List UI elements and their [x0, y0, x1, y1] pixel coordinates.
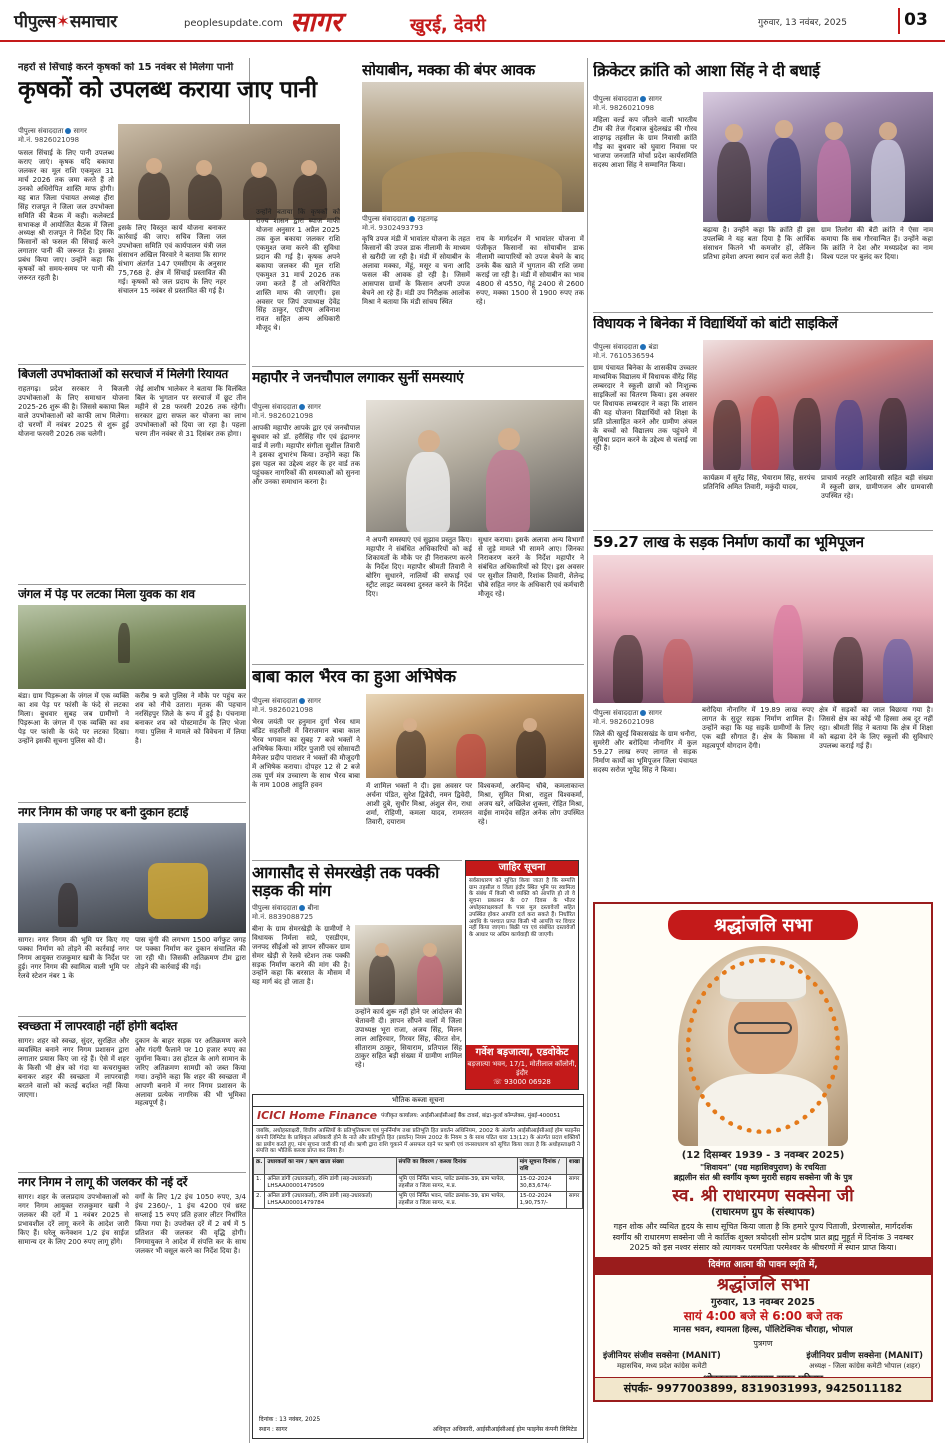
issue-date: गुरुवार, 13 नवंबर, 2025 — [758, 18, 847, 28]
story-headline: सोयाबीन, मक्का की बंपर आवक — [362, 62, 535, 79]
irrigation-col2: इसके लिए विस्तृत कार्य योजना बनाकर कार्रवाई की जाए। सचिव जिला जल उपभोक्ता समिति एवं कार्यपालन यंत्री जल संसाधन अखिल विरवारे ने बताया कि सागर संभाग अंतर्गत 147 एमसीएम के अनुसार 75,768 हे. क्षेत्र में सिंचाई प्रस्तावित की गई। कृषकों को जल प्रदाय के लिए नहर संचालन 15 नवंबर से प्रस्तावित की गई है। — [118, 224, 226, 295]
story-headline: नगर निगम ने लागू की जलकर की नई दरें — [18, 1176, 187, 1189]
story-electricity — [18, 368, 246, 582]
reporter-mobile: मो.नं. 9826021098 — [252, 411, 314, 420]
reporter-mobile: मो.नं. 9826021098 — [593, 103, 655, 112]
story-forest — [18, 588, 246, 800]
irrigation-col3: उन्होंने बताया कि कृषकों को राज्य शासन द्वारा ब्याज माफी योजना अनुसार 1 अप्रैल 2025 तक कुल बकाया जलकर राशि एकमुश्त जमा करने की सुविधा प्रदान की गई है। कृषक अपने बकाया जलकर की मूल राशि एकमुश्त 31 मार्च 2026 तक जमा करते हैं तो अधिरोपित शास्ति माफ की जाएगी। इस अवसर पर जिपं उपाध्यक्ष देवेंद्र सिंह ठाकुर, एडीएम अविनाश रावत सहित अन्य अधिकारी मौजूद थे। — [256, 208, 340, 333]
bhairav-col1 — [252, 694, 360, 858]
notice-text: सर्वसाधारण को सूचित किया जाता है कि सम्पत्ति ग्राम तहसील व जिला इंदौर स्थित भूमि पर स्वामित्व के संबंध में किसी भी व्यक्ति को आपत्ति हो तो वे सूचना प्रकाशन के 07 दिवस के भीतर अधोहस्ताक्षरकर्ता के पास मूल दस्तावेजों सहित उपस्थित होकर आपत्ति दर्ज करा सकते हैं। निर्धारित अवधि के पश्चात प्राप्त किसी भी आपत्ति पर विचार नहीं किया जाएगा। बिक्री पत्र एवं संबंधित दस्तावेजों के आधार पर अग्रिम कार्यवाही की जाएगी। — [469, 877, 575, 939]
ad-line: "शिवायन" (पद्य महाशिवपुराण) के रचयिता — [699, 1162, 827, 1172]
cycles-col1 — [593, 340, 697, 528]
story-roads — [593, 534, 933, 896]
story-headline: जंगल में पेड़ पर लटका मिला युवक का शव — [18, 588, 195, 601]
forest-photo — [18, 605, 246, 689]
divider — [18, 364, 246, 365]
icici-logo: ICICI Home Finance — [257, 1108, 378, 1122]
ad-body: गहन शोक और व्यथित हृदय के साथ सूचित किया जाता है कि हमारे पूज्य पिताजी, प्रेरणास्रोत, मार्गदर्शक स्वर्गीय श्री राधारमण सक्सेना जी ने कार्तिक शुक्ल त्रयोदशी सोम प्रदोष प्रात ब्रह्म मुहूर्त में दिनांक 3 नवम्बर 2025 को इस नश्वर संसार को त्यागकर परमपिता परमेश्वर के श्रीचरणों में स्थान प्राप्त किया। — [612, 1222, 914, 1252]
ad-strip: दिवंगत आत्मा की पावन स्मृति में, — [595, 1257, 931, 1275]
cycle-distribution-photo — [703, 340, 933, 470]
demolition-photo — [18, 823, 246, 933]
page-number: 03 — [898, 8, 932, 34]
divider — [252, 366, 584, 367]
story-watertax — [18, 1176, 246, 1438]
ad-name: स्व. श्री राधारमण सक्सेना जी — [672, 1185, 854, 1206]
story-headline: क्रिकेटर क्रांति को आशा सिंह ने दी बधाई — [593, 62, 820, 80]
notice-title: भौतिक कब्जा सूचना — [253, 1095, 583, 1107]
cricket-photo — [703, 92, 933, 222]
story-headline: बिजली उपभोक्ताओं को सरचार्ज में मिलेगी रियायत — [18, 368, 228, 381]
edition-subtitle: खुरई, देवरी — [410, 15, 486, 36]
reporter-mobile: मो.नं. 9826021098 — [593, 718, 655, 727]
story-text: सागर। नगर निगम की भूमि पर किए गए पक्का निर्माण को तोड़ने की कार्रवाई नगर निगम आयुक्त राजकुमार खत्री के निर्देश पर हुई। नगर निगम की स्वामित्व वाली भूमि पर रेलवे स्टेशन नंबर 1 के — [18, 935, 129, 980]
reporter-mobile: मो.नं. 9826021098 — [18, 135, 80, 144]
memorandum-photo — [355, 925, 462, 1005]
divider — [252, 664, 584, 665]
story-text: बढ़ाया है। उन्होंने कहा कि क्रांति ही इस उपलब्धि ने यह बता दिया है कि आर्थिक संसाधन कितने भी कमजोर हों, लेकिन प्रतिभा हमेशा अपना स्थान दर्ज करा लेती है। — [703, 226, 815, 261]
story-text: कार्यक्रम में सुरेंद्र सिंह, भैयाराम सिंह, सरपंच प्रतिनिधि अमित तिवारी, मकुंदी यादव, — [703, 474, 815, 491]
phone-icon: ☏ 93000 06928 — [493, 1078, 551, 1087]
story-headline: विधायक ने बिनेका में विद्यार्थियों को बांटी साइकिलें — [593, 316, 838, 332]
byline: पीपुल्स संवाददाता सागर — [252, 403, 321, 411]
story-text: ने अपनी समस्याएं एवं सुझाव प्रस्तुत किए। महापौर ने संबंधित अधिकारियों को कई शिकायतों के मौके पर ही निराकरण करने के निर्देश दिए। महापौर श्रीमती तिवारी ने बोरिंग सुधारने, नालियों की सफाई एवं स्ट्रीट लाइट व्यवस्था दुरुस्त करने के निर्देश दिए। — [366, 536, 472, 598]
ad-event-title: श्रद्धांजलि सभा — [716, 1274, 810, 1295]
story-text: उन्होंने कार्य शुरू नहीं होने पर आंदोलन की चेतावनी दी। ज्ञापन सौंपने वालों में जिला उपाध्यक्ष भूरा राजा, अजय सिंह, मिलन लाल आहिरवार, गिरवर सिंह, कीरत सेन, सीताराम ठाकुर, सियाराम, प्रतिपाल सिंह ठाकुर सहित बड़ी संख्या में ग्रामीण शामिल रहे। — [355, 1007, 462, 1070]
site-url[interactable]: peoplesupdate.com — [184, 18, 283, 29]
story-text: कृषि उपज मंडी में भावांतर योजना के तहत किसानों की उपज डाक नीलामी के माध्यम से खरीदी जा रही है। मंडी में सोयाबीन के अलावा मक्का, मेंहूं, मसूर व चना आदि फसल की आवक हो रही है। जिसमें आसपास ग्रामों के किसान अपनी उपज बेचने आ रहे हैं। मंडी उप निरीक्षक आलोक मिश्रा ने बताया कि मंडी सांचय स्थित — [362, 235, 470, 306]
table-row: 1. अनिल डांगी (उधारकर्ता), रश्मि डांगी (सह-उधारकर्ता) LHSAA00001479509 भूमि एवं निर्मित भवन, प्लॉट क्रमांक-39, ग्राम भापेल, तहसील व जिला सागर, म.प्र. 15-02-2024 30,83,674/- सागर — [254, 1175, 583, 1192]
divider — [18, 802, 246, 803]
story-kicker: नहरों से सिंचाई करने कृषकों को 15 नवंबर से मिलेगा पानी — [18, 62, 234, 73]
story-text: भैरव जयंती पर हनुमान दुर्गा भैरव धाम बंडिट सहसीली में विराजमान बाबा काल भैरव भगवान का सुबह 7 बजे भक्तों ने अभिषेक किया। मंदिर पुजारी एवं सोसायटी मैनेजर प्रदीप पाराशर ने भक्तों की मौजूदगी में अभिषेक कराया। दोपहर 12 से 2 बजे तक पूर्ण मंत्र उच्चारण के साथ भैरव बाबा के नाम 1008 आहुति हवन — [252, 717, 360, 789]
story-text: जिले की खुरई विकासखंड के ग्राम धनौरा, सुमरेरी और बरोदिया नौनागिर में कुल 59.27 लाख रुपए लागत से सड़क निर्माण कार्यों का भूमिपूजन जिला पंचायत सदस्य सरोज भूपेंद्र सिंह ने किया। — [593, 730, 697, 774]
notice-advocate: गर्वेश बड़जात्या, एडवोकेट बड़जात्या भवन, 17/1, मोतीलाल कॉलोनी, इंदौर ☏ 93000 06928 — [466, 1045, 578, 1089]
divider — [593, 530, 933, 531]
reporter-mobile: मो.नं. 9302493793 — [362, 224, 424, 233]
story-text: सागर। शहर के जलप्रदाय उपभोक्ताओं को नगर निगम आयुक्त राजकुमार खत्री ने जलकर की दरों में 1 नवंबर 2025 से प्रभावशील दरें लागू करने के आदेश जारी किए हैं। घरेलू कनेक्शन 1/2 इंच साईज सामान्य दर के लिए 200 रुपए लागू होंगे। — [18, 1192, 129, 1246]
story-headline: 59.27 लाख के सड़क निर्माण कार्यों का भूमिपूजन — [593, 534, 864, 551]
notice-signatory: अधिकृत अधिकारी, आईसीआईसीआई होम फाइनेंस कंपनी लिमिटेड — [432, 1426, 577, 1434]
story-text: आपकी महापौर आपके द्वार एवं जनचौपाल बुधवार को डॉ. हरीसिंह गौर एवं इंद्रानगर वार्ड में लगी। महापौर संगीता सुशील तिवारी ने इसका शुभारंभ किया। उन्होंने कहा कि इस पहल का उद्देश्य शहर के हर वार्ड तक पहुंचकर नागरिकों की समस्याओं को सुनना और उनका समाधान करना है। — [252, 423, 360, 486]
story-headline: नगर निगम की जगह पर बनी दुकान हटाई — [18, 806, 188, 819]
story-text: सागर। शहर को स्वच्छ, सुंदर, सुरक्षित और व्यवस्थित बनाने नगर निगम प्रशासन द्वारा लगातार प्रयास किए जा रहे हैं। ऐसे में शहर के किसी भी क्षेत्र को गंदा या कचरायुक्त बनाकर शहर की स्वच्छता में लापरवाही बरतने वालों को कतई बर्दाश्त नहीं किया जाएगा। — [18, 1036, 129, 1099]
notice-place: स्थान : सागर — [259, 1426, 288, 1434]
byline: पीपुल्स संवाददाता सागर — [593, 709, 662, 718]
ad-day: गुरुवार, 13 नवम्बर 2025 — [710, 1296, 815, 1308]
ad-subtitle: (राधारमण ग्रुप के संस्थापक) — [710, 1207, 816, 1219]
story-text: प्राचार्य नरहरि आदिवासी सहित बड़ी संख्या में स्कूली छात्र, ग्रामीणजन और ग्रामवासी उपस्थित रहे। — [821, 474, 933, 500]
mayor-cols — [366, 536, 584, 662]
bullet-icon — [299, 905, 305, 911]
story-text: विश्वकर्मा, अरविन्द चौबे, कमलाकान्त मिश्रा, सुमित मिश्रा, राहुल विश्वकर्मा, अजय खरे, अखिलेश शुक्ला, रोहित मिश्रा, वाईस नामदेव सहित अनेक लोग उपस्थित रहे। — [478, 782, 584, 826]
reporter-mobile: मो.नं. 8839088725 — [252, 912, 314, 921]
ad-line: ब्रह्मलीन संत श्री स्वर्गीय कृष्ण मुरारी सहाय सक्सेना जी के पुत्र — [673, 1173, 853, 1183]
story-headline: बाबा काल भैरव का हुआ अभिषेक — [252, 668, 456, 687]
story-soybean — [362, 62, 584, 364]
ad-title: श्रद्धांजलि सभा — [668, 910, 858, 940]
mandi-photo — [362, 82, 584, 212]
temple-photo — [366, 694, 584, 778]
story-text: पास चुंगी की लगभग 1500 वर्गफुट जगह पर पक्का निर्माण कर दुकान संचालित की जा रही थी। जिसकी अतिक्रमण टीम द्वारा तोड़ने की कार्रवाई की गई। — [135, 935, 246, 971]
story-text: क्षेत्र में सड़कों का जाल बिछाया गया है। जिससे क्षेत्र का कोई भी हिस्सा अब दूर नहीं रहा। श्रीमती सिंह ने बताया कि क्षेत्र में शिक्षा को बढ़ावा देने के लिए स्कूलों की सुविधाएं उपलब्ध कराई गई हैं। — [819, 706, 933, 751]
divider — [252, 860, 462, 861]
star-icon: ✶ — [55, 12, 70, 32]
public-notice — [465, 860, 579, 1090]
portrait-image — [678, 946, 848, 1146]
notice-text: जबकि, अधोहस्ताक्षरी, वित्तीय आस्तियों के प्रतिभूतिकरण एवं पुनर्निर्माण तथा प्रतिभूति हित प्रवर्तन अधिनियम, 2002 के अंतर्गत आईसीआईसीआई होम फाइनेंस कंपनी लिमिटेड के प्राधिकृत अधिकारी होने के नाते और प्रतिभूति हित (प्रवर्तन) नियम 2002 के नियम 3 के साथ पठित धारा 13(12) के अंतर्गत प्रदत्त शक्तियों का प्रयोग करते हुए, मांग सूचना जारी की गई थी। ऋणी द्वारा राशि चुकाने में असफल रहने पर ऋणी एवं जनसाधारण को सूचित किया जाता है कि अधोहस्ताक्षरी ने संपत्ति का भौतिक कब्जा प्राप्त कर लिया है। — [256, 1128, 580, 1155]
mayor-col1 — [252, 400, 360, 662]
divider — [18, 1016, 246, 1017]
byline: पीपुल्स संवाददाता सागर — [18, 127, 87, 135]
byline: पीपुल्स संवाददाता बंडा — [593, 343, 659, 351]
bullet-icon — [299, 404, 305, 410]
ad-signatories: इंजीनियर संजीव सक्सेना (MANIT) महासचिव, मध्य प्रदेश कांग्रेस कमेटी इंजीनियर प्रवीण सक्सेना (MANIT) अध्यक्ष - जिला कांग्रेस कमेटी भोपाल (शहर) — [603, 1350, 923, 1370]
column-divider — [587, 58, 588, 1443]
story-text: सुधार कराया। इसके अलावा अन्य विभागों से जुड़े मामले भी सामने आए। जिनका निराकरण करने के निर्देश महापौर ने संबंधित अधिकारियों को दिए। इस अवसर पर सुशील तिवारी, रिशांक तिवारी, शैलेन्द्र चौबे सहित नगर के अधिकारी एवं कर्मचारी मौजूद रहे। — [478, 536, 584, 598]
byline: पीपुल्स संवाददाता सागर — [252, 697, 321, 705]
bullet-icon — [640, 344, 646, 350]
possession-table: क्र. उधारकर्ता का नाम / ऋण खाता संख्या संपत्ति का विवरण / कब्जा दिनांक मांग सूचना दिनांक / राशि शाखा 1. अनिल डांगी (उधारकर्ता), रश्मि डांगी (सह-उधारकर्ता) LHSAA00001479509 भूमि एवं निर्मित भवन, प्लॉट क्रमांक-39, ग्राम भापेल, तहसील व जिला सागर, म.प्र. 15-02-2024 30,83,674/- सागर 2. अनिल डांगी (उधारकर्ता), रश्मि डांगी (सह-उधारकर्ता) LHSAA00001479784 भूमि एवं निर्मित भवन, प्लॉट क्रमांक-39, ग्राम भापेल, तहसील व जिला सागर, म.प्र. 15-02-2024 1,90,757/- सागर — [253, 1157, 583, 1209]
reporter-mobile: मो.नं. 9826021098 — [252, 705, 314, 714]
story-text: राहतगढ़। प्रदेश सरकार ने बिजली उपभोक्ताओं के लिए समाधान योजना 2025-26 शुरू की है। जिससे बकाया बिल वाले उपभोक्ताओं को काफी लाभ मिलेगा। दो चरणों में नवंबर 2025 से शुरू हुई योजना फरवरी 2026 तक चलेगी। — [18, 384, 129, 438]
divider — [18, 1172, 246, 1173]
story-headline: स्वच्छता में लापरवाही नहीं होगी बर्दाश्त — [18, 1020, 177, 1033]
bullet-icon — [640, 710, 646, 716]
irrigation-col1 — [18, 124, 114, 360]
edition-city: सागर — [290, 7, 342, 38]
story-text: बरोदिया नौनागिर में 19.89 लाख रुपए लागत के सुदूर सड़क निर्माण शामिल हैं। उन्होंने कहा कि यह सड़कें ग्रामीणों के लिए एक बड़ी सौगात हैं। क्षेत्र के विकास में महत्वपूर्ण योगदान देंगी। — [702, 706, 814, 751]
icici-address: पंजीकृत कार्यालय: आईसीआईसीआई बैंक टावर्स, बांद्रा-कुर्ला कॉम्प्लेक्स, मुंबई-400051 — [381, 1112, 561, 1119]
bullet-icon — [640, 96, 646, 102]
ad-contact: संपर्कः- 9977003899, 8319031993, 9425011182 — [595, 1377, 931, 1400]
story-shop — [18, 806, 246, 1014]
story-text: ग्राम पंचायत बिनेका के शासकीय उच्चतर माध्यमिक विद्यालय में विधायक वीरेंद्र सिंह लम्बरदार ने स्कूली छात्रों को निःशुल्क साइकिलों का वितरण किया। इस अवसर पर विधायक लम्बरदार ने कहा कि शासन की यह योजना विद्यार्थियों को शिक्षा के प्रति प्रोत्साहित करने और ग्रामीण अंचल के बच्चों को विद्यालय तक पहुंचने में सुविधा प्रदान करने के उद्देश्य से चलाई जा रही है। — [593, 363, 697, 453]
divider — [18, 584, 246, 585]
bhairav-cols — [366, 782, 584, 858]
cycles-cols — [703, 474, 933, 528]
story-text: महिला वर्ल्ड कप जीतने वाली भारतीय टीम की तेज गेंदबाज बुंदेलखंड की गौरव शाहगढ़ तहसील के ग्राम निवासी क्रांति गौड़ का बुधवार को घुवारा निवास पर भाजपा जनजाति मोर्चा प्रदेश कार्यसमिति सदस्य आशा सिंह ने सम्मानित किया। — [593, 115, 697, 169]
story-text: बीना के ग्राम सेमरखेड़ी के ग्रामीणों ने विधायक निर्मला सप्रे, एसडीएम, जनपद सीईओ को ज्ञापन सौंपकर ग्राम सेमर खेड़ी से रेलवे स्टेशन तक पक्की सड़क निर्माण कराने की मांग की है। उन्होंने कहा कि बरसात के मौसम में यह मार्ग बंद हो जाता है। — [252, 924, 350, 987]
ad-mourner-label: पुत्रगण — [753, 1338, 773, 1348]
story-headline: महापौर ने जनचौपाल लगाकर सुनीं समस्याएं — [252, 370, 464, 386]
story-text: राय के मार्गदर्शन में भावांतर योजना में पंजीकृत किसानों का सोयाबीन डाक नीलामी व्यापारियों को उपज बेचने के बाद उनके बैंक खाते में भुगतान की राशि जमा कराई जा रही है। मंडी में सोयाबीन का भाव 4800 से 4550, गेहूं 2400 से 2600 रुपए, मक्का 1500 से 1900 रुपए तक रहे। — [476, 235, 584, 306]
bullet-icon — [65, 128, 71, 134]
legal-notice-icici — [252, 1094, 584, 1439]
story-text: करीब 9 बजे पुलिस ने मौके पर पहुंच कर शव को नीचे उतारा। मृतक की पहचान नरसिंहपुर जिले के रूप में हुई है। पंचनामा बनाकर शव को पोस्टमार्टम के लिए भेजा गया। पुलिस ने मामले को विवेचना में लिया है। — [135, 691, 246, 745]
story-headline: कृषकों को उपलब्ध कराया जाए पानी — [18, 76, 317, 103]
story-text: वर्गों के लिए 1/2 इंच 1050 रुपए, 3/4 इंच 2360/-, 1 इंच 4200 एवं थ्रस्ट सप्लाई 15 रुपए प्रति हजार लीटर निर्धारित किया गया है। उपरोक्त दरें में 2 वर्ष में 5 प्रतिशत की जलकर की वृद्धि होगी। निगमायुक्त ने आदेश में संपत्ति कर के साथ जलकर भी वसूल करने का निर्देश दिया है। — [135, 1192, 246, 1255]
story-text: बंडा। ग्राम पिड़रूआ के जंगल में एक व्यक्ति का शव पेड़ पर फांसी के फंदे से लटका मिला। बुधवार सुबह जब ग्रामीणों ने पिड़रूआ के जंगल में एक व्यक्ति का शव पेड़ पर फांसी के फंदे पर लटका दिखा। उन्होंने इसकी सूचना पुलिस को दी। — [18, 691, 129, 745]
reporter-mobile: मो.नं. 7610536594 — [593, 351, 655, 360]
bullet-icon — [409, 216, 415, 222]
garland-icon — [686, 958, 840, 1134]
story-text: दुकान के बाहर सड़क पर अतिक्रमण करने और गंदगी फैलाने पर 10 हजार रुपए का जुर्माना किया। उस होटल के आगे सामान के जरिए अतिक्रमण सामग्री को जब्त किया गया। उन्होंने कहा कि शहर की स्वच्छता में आपणी बनाने में नगर निगम प्रशासन के अलावा प्रत्येक नागरिक की भी भूमिका महत्वपूर्ण है। — [135, 1036, 246, 1108]
story-text: जेई आशीष भालेकर ने बताया कि विलंबित बिल के भुगतान पर सरचार्ज में छूट तीन महीने से 28 फरवरी 2026 तक रहेगी। सरकार द्वारा सफल कर योजना का लाभ उपभोक्ताओं को दिया जा रहा है। पहला चरण तीन नवंबर से 31 दिसंबर तक होगा। — [135, 384, 246, 438]
ad-dates: (12 दिसम्बर 1939 - 3 नवम्बर 2025) — [681, 1150, 845, 1161]
bhoomipujan-photo — [593, 555, 933, 703]
tribute-advertisement — [593, 902, 933, 1402]
story-text: ग्राम तिलोरा की बेटी क्रांति ने ऐसा नाम कमाया कि सब गौरवान्वित हैं। उन्होंने कहा कि क्रांति ने देश और मध्यप्रदेश का नाम विश्व पटल पर बुलंद कर दिया। — [821, 226, 933, 261]
story-headline: आगासौद से सेमरखेड़ी तक पक्की सड़क की मांग — [252, 864, 439, 901]
icici-header — [253, 1107, 583, 1126]
story-clean — [18, 1020, 246, 1170]
ad-time: सायं 4:00 बजे से 6:00 बजे तक — [683, 1309, 843, 1324]
bullet-icon — [299, 698, 305, 704]
cricket-col1 — [593, 92, 697, 310]
notice-date: दिनांक : 13 नवंबर, 2025 — [259, 1416, 321, 1424]
notice-title: जाहिर सूचना — [466, 861, 578, 876]
meeting-photo — [118, 124, 340, 220]
ad-venue: मानस भवन, श्यामला हिल्स, पॉलिटेक्निक चौराहा, भोपाल — [673, 1324, 853, 1335]
byline: पीपुल्स संवाददाता राहतगढ़ — [362, 215, 438, 224]
story-village-road — [252, 864, 462, 1092]
mayor-photo — [366, 400, 584, 532]
byline: पीपुल्स संवाददाता सागर — [593, 95, 662, 103]
divider — [593, 312, 933, 313]
cricket-cols — [703, 226, 933, 310]
story-text: में शामिल भक्तों ने दी। इस अवसर पर अर्चना पंडित, सुरेश द्विवेदी, नमन द्विवेदी, आशी दुबे, सुधीर मिश्रा, अंशुल सेन, राधा शर्मा, रोहिणी, कमला यादव, रामरतन तिवारी, दयाराम — [366, 782, 472, 826]
masthead — [0, 0, 945, 42]
byline: पीपुल्स संवाददाता बीना — [252, 903, 319, 912]
story-text: फसल सिंचाई के लिए पानी उपलब्ध कराए जाएं। कृषक यदि बकाया जलकर का मूल राशि एकमुश्त 31 मार्च 2026 तक जमा करते हैं तो उनको अधिरोपित शास्ति माफ होगी। यह बात जिला पंचायत अध्यक्ष हीरा सिंह राजपूत ने जिला जल उपभोक्ता समिति की बैठक में कही। कलेक्टर्ड सभाकक्ष में आयोजित बैठक में जिला अध्यक्ष श्री राजपूत ने निर्देश दिए कि किसानों को फसल की सिंचाई करने लगातार पानी की जरूरत है। इसका प्रबंध किया जाए। उन्होंने कहा कि कृषकों को समय-समय पर पानी की जरूरत रहती है। — [18, 148, 114, 283]
brand-logo: पीपुल्स✶समाचार — [14, 12, 117, 32]
table-row: 2. अनिल डांगी (उधारकर्ता), रश्मि डांगी (सह-उधारकर्ता) LHSAA00001479784 भूमि एवं निर्मित भवन, प्लॉट क्रमांक-39, ग्राम भापेल, तहसील व जिला सागर, म.प्र. 15-02-2024 1,90,757/- सागर — [254, 1192, 583, 1209]
